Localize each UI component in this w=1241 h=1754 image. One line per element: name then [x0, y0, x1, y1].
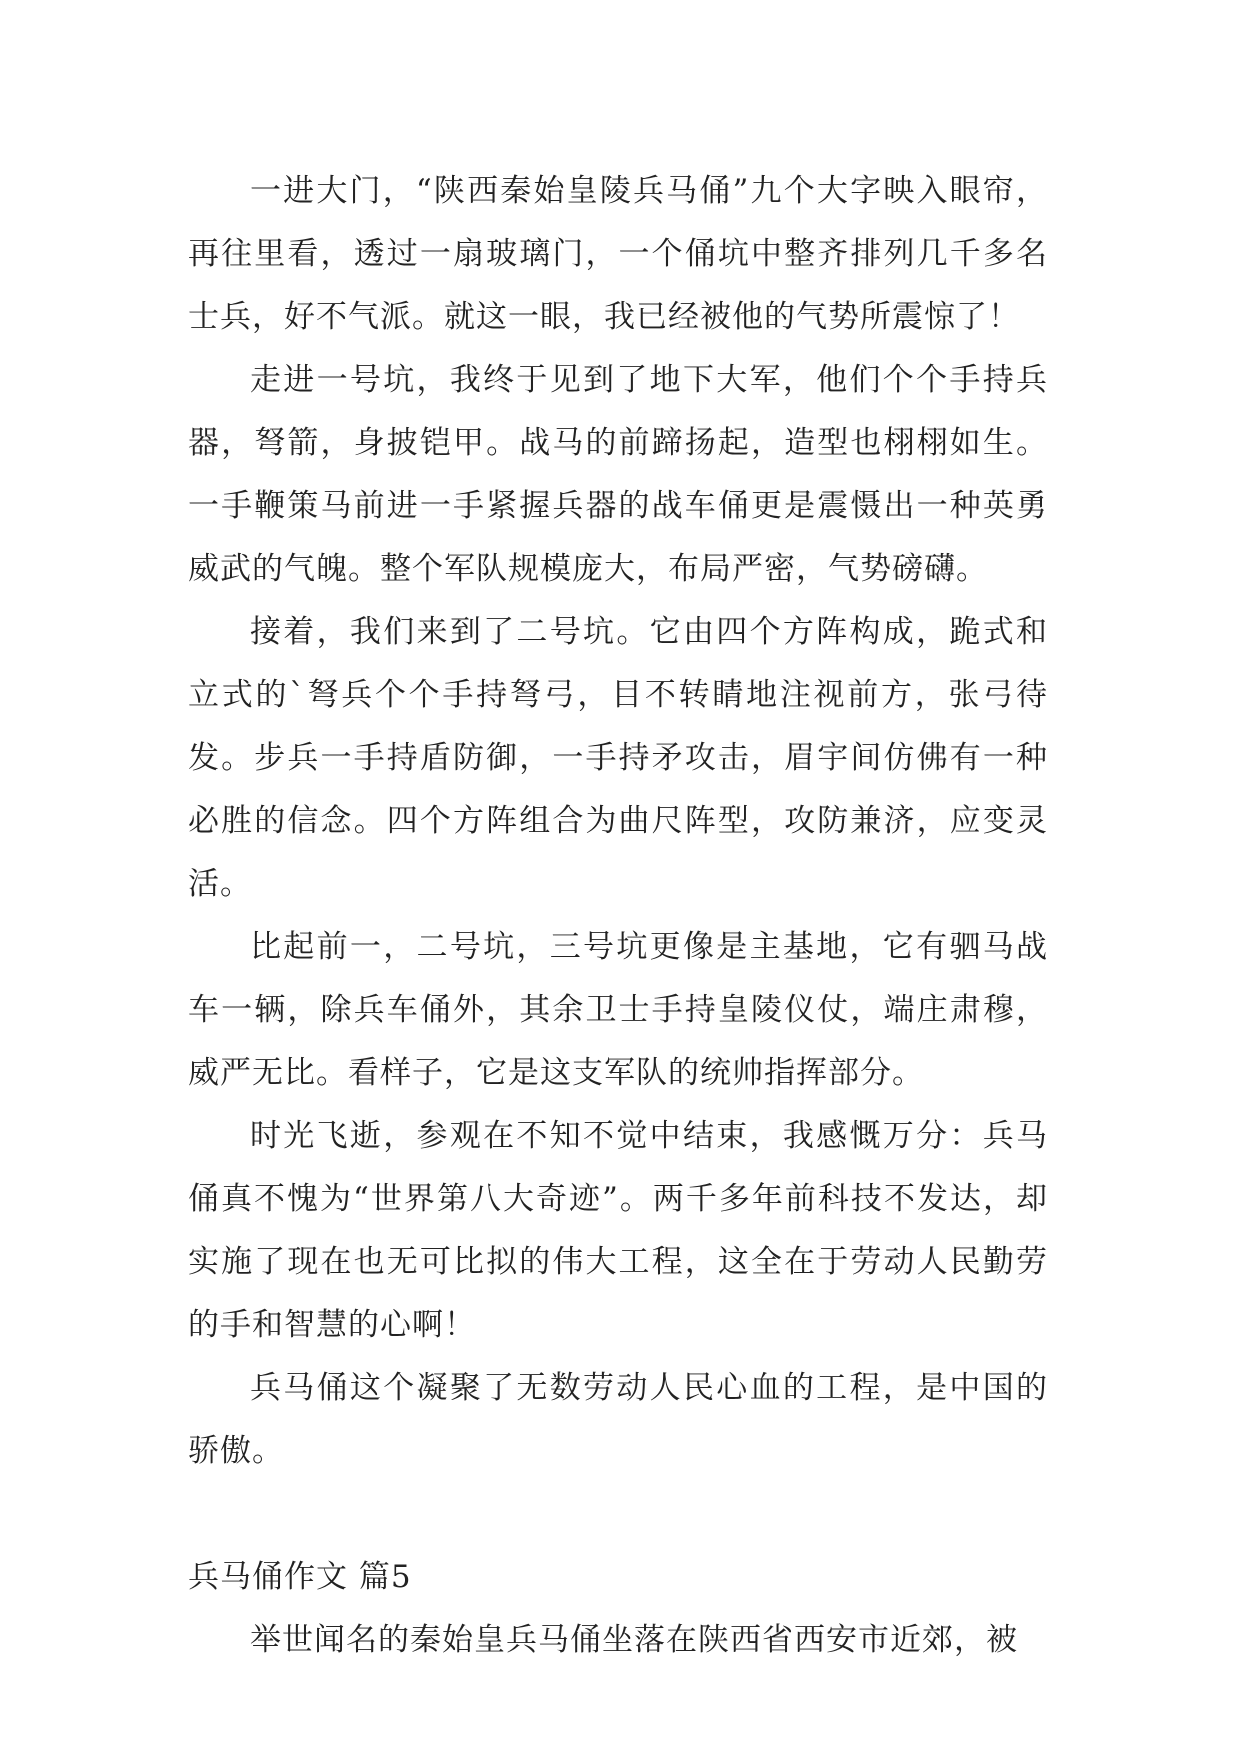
paragraph-entrance: 一进大门，“陕西秦始皇陵兵马俑”九个大字映入眼帘，再往里看，透过一扇玻璃门，一个俑坑中整齐排列几千多名士兵，好不气派。就这一眼，我已经被他的气势所震惊了！ — [188, 173, 1048, 335]
paragraph-reflection: 时光飞逝，参观在不知不觉中结束，我感慨万分：兵马俑真不愧为“世界第八大奇迹”。两千多年前科技不发达，却实施了现在也无可比拟的伟大工程，这全在于劳动人民勤劳的手和智慧的心啊！ — [188, 1118, 1048, 1343]
section-heading: 兵马俑作文 篇5 — [188, 1559, 412, 1595]
document-body — [188, 160, 1048, 1672]
paragraph-pit-one: 走进一号坑，我终于见到了地下大军，他们个个手持兵器，弩箭，身披铠甲。战马的前蹄扬起，造型也栩栩如生。一手鞭策马前进一手紧握兵器的战车俑更是震慑出一种英勇威武的气魄。整个军队规模庞大，布局严密，气势磅礴。 — [188, 362, 1048, 587]
section-gap — [188, 1483, 1048, 1546]
paragraph-conclusion: 兵马俑这个凝聚了无数劳动人民心血的工程，是中国的骄傲。 — [188, 1370, 1048, 1469]
paragraph-next-section-start: 举世闻名的秦始皇兵马俑坐落在陕西省西安市近郊，被 — [250, 1622, 1018, 1658]
paragraph-pit-two: 接着，我们来到了二号坑。它由四个方阵构成，跪式和立式的`弩兵个个手持弩弓，目不转睛地注视前方，张弓待发。步兵一手持盾防御，一手持矛攻击，眉宇间仿佛有一种必胜的信念。四个方阵组合为曲尺阵型，攻防兼济，应变灵活。 — [188, 614, 1048, 902]
paragraph-pit-three: 比起前一，二号坑，三号坑更像是主基地，它有驷马战车一辆，除兵车俑外，其余卫士手持皇陵仪仗，端庄肃穆，威严无比。看样子，它是这支军队的统帅指挥部分。 — [188, 929, 1048, 1091]
